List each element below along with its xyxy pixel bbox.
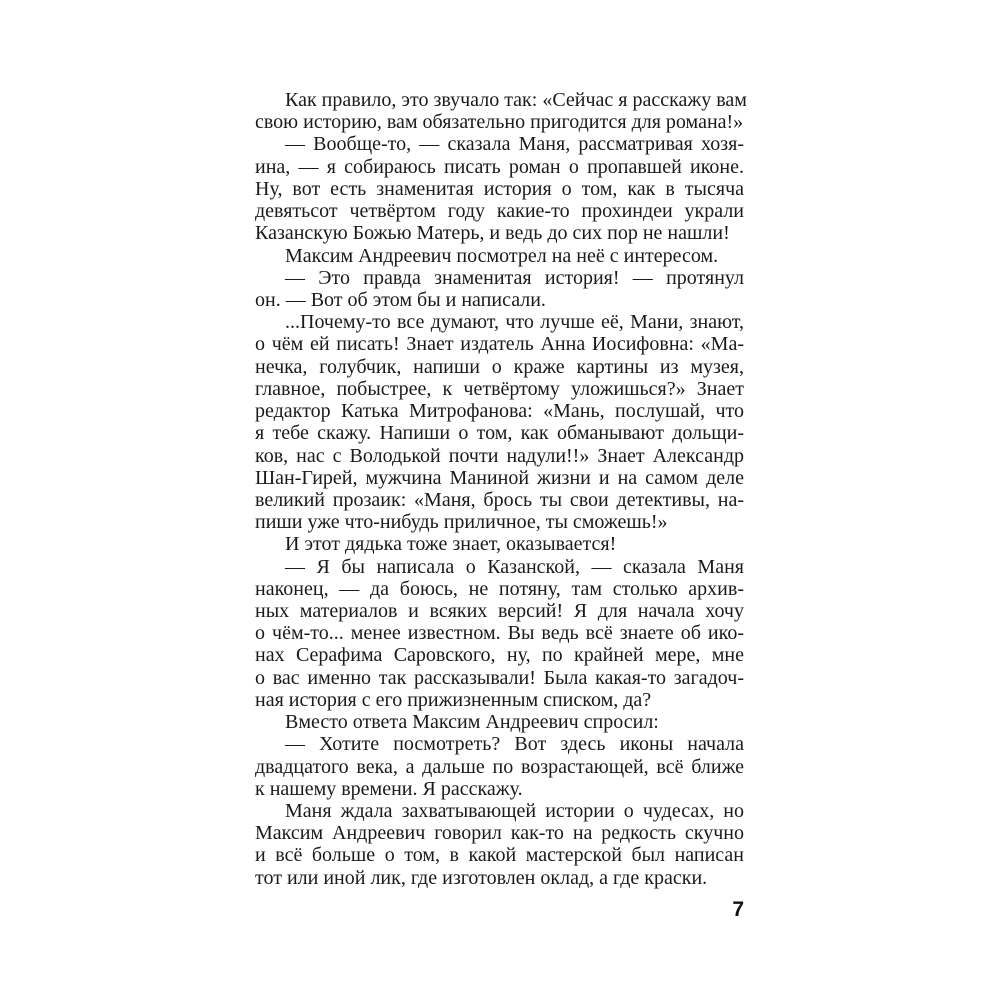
text-line: ...Почему-то все думают, что лучше её, Мани, знают, bbox=[285, 311, 744, 334]
text-line: он. — Вот об этом бы и написали. bbox=[255, 288, 546, 311]
text-line: тот или иной лик, где изготовлен оклад, а где краски. bbox=[255, 866, 708, 889]
text-line: главное, побыстрее, к четвёртому уложишься?» Знает bbox=[255, 377, 744, 400]
text-line: о чём ей писать! Знает издатель Анна Иосифовна: «Ма- bbox=[255, 333, 744, 356]
text-line: о чём-то... менее известном. Вы ведь всё знаете об ико- bbox=[255, 622, 744, 645]
text-line: — Это правда знаменитая история! — протянул bbox=[285, 266, 744, 289]
text-line: двадцатого века, а дальше по возрастающей, всё ближе bbox=[255, 755, 744, 778]
text-line: ков, нас с Володькой почти надули!!» Знает Александр bbox=[255, 444, 744, 467]
text-line: свою историю, вам обязательно пригодится для романа!» bbox=[255, 111, 744, 134]
text-line: я тебе скажу. Напиши о том, как обманывают дольщи- bbox=[255, 422, 744, 445]
text-line: И этот дядька тоже знает, оказывается! bbox=[285, 533, 617, 556]
text-line: к нашему времени. Я расскажу. bbox=[255, 777, 523, 800]
text-line: и всё больше о том, в какой мастерской был написан bbox=[255, 844, 744, 867]
text-line: Казанскую Божью Матерь, и ведь до сих пор не нашли! bbox=[255, 222, 730, 245]
text-line: Максим Андреевич посмотрел на неё с интересом. bbox=[285, 244, 719, 267]
text-line: — Я бы написала о Казанской, — сказала Маня bbox=[285, 555, 744, 578]
text-line: — Вообще-то, — сказала Маня, рассматривая хозя- bbox=[285, 133, 744, 156]
text-line: Вместо ответа Максим Андреевич спросил: bbox=[285, 711, 659, 734]
text-line: — Хотите посмотреть? Вот здесь иконы начала bbox=[285, 733, 744, 756]
text-line: Маня ждала захватывающей истории о чудесах, но bbox=[285, 800, 744, 822]
text-line: Ну, вот есть знаменитая история о том, как в тысяча bbox=[255, 177, 744, 200]
text-line: нечка, голубчик, напиши о краже картины из музея, bbox=[255, 355, 744, 378]
book-body-text bbox=[255, 89, 747, 889]
text-line: пиши уже что-нибудь приличное, ты сможешь!» bbox=[255, 511, 668, 534]
text-line: ная история с его прижизненным списком, да? bbox=[255, 688, 652, 711]
text-line: нах Серафима Саровского, ну, по крайней мере, мне bbox=[255, 644, 744, 667]
text-line: Шан-Гирей, мужчина Маниной жизни и на самом деле bbox=[255, 466, 744, 489]
text-line: ных материалов и всяких версий! Я для начала хочу bbox=[255, 600, 744, 623]
page-number: 7 bbox=[732, 898, 744, 921]
text-line: о вас именно так рассказывали! Была какая-то загадоч- bbox=[255, 666, 744, 689]
text-line: ина, — я собираюсь писать роман о пропавшей иконе. bbox=[255, 155, 744, 178]
text-line: Как правило, это звучало так: «Сейчас я расскажу вам bbox=[285, 89, 747, 111]
text-line: девятьсот четвёртом году какие-то прохиндеи украли bbox=[255, 200, 744, 223]
text-line: великий прозаик: «Маня, брось ты свои детективы, на- bbox=[255, 488, 744, 511]
text-line: наконец, — да боюсь, не потяну, там столько архив- bbox=[255, 577, 744, 600]
text-line: Максим Андреевич говорил как-то на редкость скучно bbox=[255, 822, 744, 845]
text-line: редактор Катька Митрофанова: «Мань, послушай, что bbox=[255, 400, 744, 423]
